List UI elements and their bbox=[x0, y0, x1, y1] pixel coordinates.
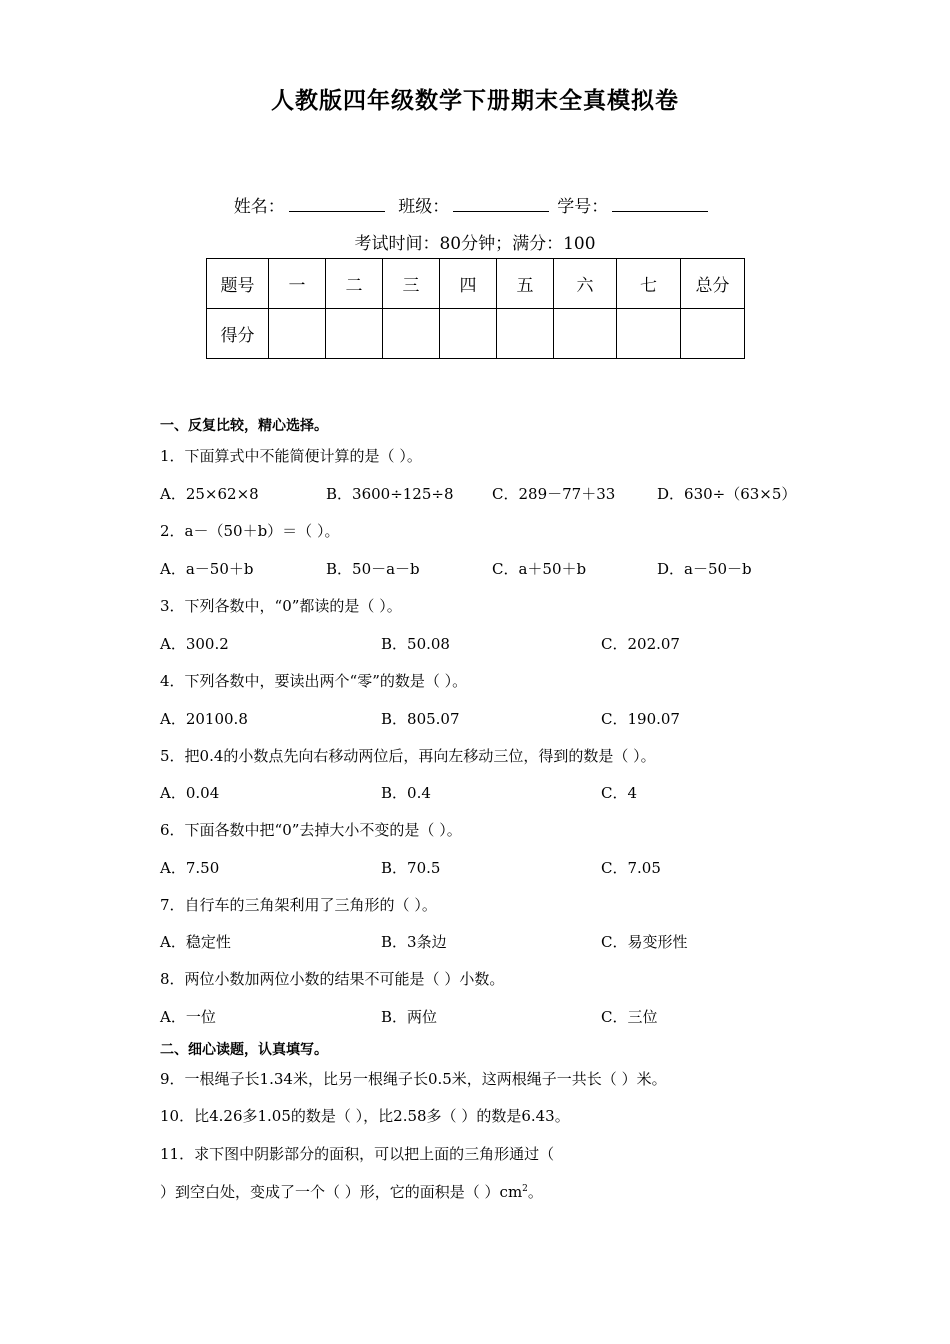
option-a[interactable]: A．7.50 bbox=[160, 859, 220, 877]
header-cell: 三 bbox=[383, 259, 440, 309]
id-label: 学号： bbox=[557, 197, 609, 217]
score-cell[interactable] bbox=[440, 309, 497, 359]
header-cell: 题号 bbox=[207, 259, 269, 309]
option-c[interactable]: C．289－77＋33 bbox=[492, 485, 616, 503]
option-c[interactable]: C．三位 bbox=[601, 1008, 658, 1026]
class-label: 班级： bbox=[398, 197, 450, 217]
name-label: 姓名： bbox=[233, 197, 285, 217]
question-2-options bbox=[160, 558, 880, 578]
unit-superscript: 2 bbox=[522, 1184, 528, 1194]
score-cell[interactable] bbox=[681, 309, 745, 359]
header-cell: 五 bbox=[497, 259, 554, 309]
header-cell: 总分 bbox=[681, 259, 745, 309]
option-a[interactable]: A．稳定性 bbox=[160, 933, 231, 951]
score-table bbox=[206, 258, 745, 359]
question-10: 10．比4.26多1.05的数是（ ），比2.58多（ ）的数是6.43。 bbox=[160, 1107, 570, 1125]
score-cell[interactable] bbox=[617, 309, 681, 359]
question-6-options bbox=[160, 857, 880, 877]
question-5-options bbox=[160, 782, 880, 802]
question-2: 2．a－（50＋b）＝（ ）。 bbox=[160, 522, 340, 540]
page-title: 人教版四年级数学下册期末全真模拟卷 bbox=[271, 88, 679, 114]
header-cell: 四 bbox=[440, 259, 497, 309]
option-b[interactable]: B．3条边 bbox=[381, 933, 447, 951]
option-a[interactable]: A．20100.8 bbox=[160, 710, 248, 728]
option-b[interactable]: B．805.07 bbox=[381, 710, 460, 728]
question-11-line-1: 11．求下图中阴影部分的面积，可以把上面的三角形通过（ bbox=[160, 1145, 555, 1163]
option-c[interactable]: C．a＋50＋b bbox=[492, 560, 587, 578]
option-a[interactable]: A．0.04 bbox=[160, 784, 220, 802]
question-1-options bbox=[160, 483, 880, 503]
score-table-score-row bbox=[207, 309, 745, 359]
question-8: 8．两位小数加两位小数的结果不可能是（ ）小数。 bbox=[160, 970, 505, 988]
question-4: 4．下列各数中，要读出两个“零”的数是（ ）。 bbox=[160, 672, 468, 690]
option-a[interactable]: A．300.2 bbox=[160, 635, 229, 653]
section-1-heading: 一、反复比较，精心选择。 bbox=[160, 418, 328, 434]
header-cell: 一 bbox=[269, 259, 326, 309]
question-5: 5．把0.4的小数点先向右移动两位后，再向左移动三位，得到的数是（ ）。 bbox=[160, 747, 656, 765]
question-11-line-2 bbox=[160, 1181, 543, 1202]
option-b[interactable]: B．50－a－b bbox=[326, 560, 420, 578]
question-3-options bbox=[160, 633, 880, 653]
section-2-heading: 二、细心读题，认真填写。 bbox=[160, 1042, 328, 1058]
question-7: 7．自行车的三角架利用了三角形的（ ）。 bbox=[160, 896, 437, 914]
option-c[interactable]: C．202.07 bbox=[601, 635, 680, 653]
option-b[interactable]: B．50.08 bbox=[381, 635, 450, 653]
score-table-header-row bbox=[207, 259, 745, 309]
question-3: 3．下列各数中，“0”都读的是（ ）。 bbox=[160, 597, 402, 615]
class-blank[interactable] bbox=[453, 195, 549, 212]
score-cell[interactable] bbox=[269, 309, 326, 359]
question-11-end: 。 bbox=[527, 1183, 543, 1201]
score-cell[interactable] bbox=[383, 309, 440, 359]
option-b[interactable]: B．两位 bbox=[381, 1008, 438, 1026]
question-6: 6．下面各数中把“0”去掉大小不变的是（ ）。 bbox=[160, 821, 462, 839]
name-blank[interactable] bbox=[289, 195, 385, 212]
option-a[interactable]: A．25×62×8 bbox=[160, 485, 259, 503]
header-cell: 二 bbox=[326, 259, 383, 309]
id-blank[interactable] bbox=[612, 195, 708, 212]
student-info-line bbox=[0, 192, 950, 217]
question-1: 1．下面算式中不能简便计算的是（ ）。 bbox=[160, 447, 422, 465]
question-7-options bbox=[160, 931, 880, 951]
option-c[interactable]: C．4 bbox=[601, 784, 638, 802]
score-cell[interactable] bbox=[554, 309, 617, 359]
header-cell: 七 bbox=[617, 259, 681, 309]
score-cell[interactable] bbox=[497, 309, 554, 359]
option-b[interactable]: B．70.5 bbox=[381, 859, 441, 877]
option-b[interactable]: B．3600÷125÷8 bbox=[326, 485, 454, 503]
option-c[interactable]: C．7.05 bbox=[601, 859, 661, 877]
option-a[interactable]: A．一位 bbox=[160, 1008, 216, 1026]
question-11-text: ）到空白处，变成了一个（ ）形，它的面积是（ ）cm bbox=[160, 1183, 523, 1201]
option-b[interactable]: B．0.4 bbox=[381, 784, 431, 802]
exam-info: 考试时间：80分钟；满分：100 bbox=[354, 234, 596, 254]
question-9: 9．一根绳子长1.34米，比另一根绳子长0.5米，这两根绳子一共长（ ）米。 bbox=[160, 1070, 667, 1088]
option-c[interactable]: C．190.07 bbox=[601, 710, 680, 728]
question-8-options bbox=[160, 1006, 880, 1026]
option-d[interactable]: D．a－50－b bbox=[657, 560, 752, 578]
question-4-options bbox=[160, 708, 880, 728]
score-row-label: 得分 bbox=[207, 309, 269, 359]
option-c[interactable]: C．易变形性 bbox=[601, 933, 688, 951]
score-cell[interactable] bbox=[326, 309, 383, 359]
option-d[interactable]: D．630÷（63×5） bbox=[657, 485, 797, 503]
header-cell: 六 bbox=[554, 259, 617, 309]
option-a[interactable]: A．a－50＋b bbox=[160, 560, 254, 578]
